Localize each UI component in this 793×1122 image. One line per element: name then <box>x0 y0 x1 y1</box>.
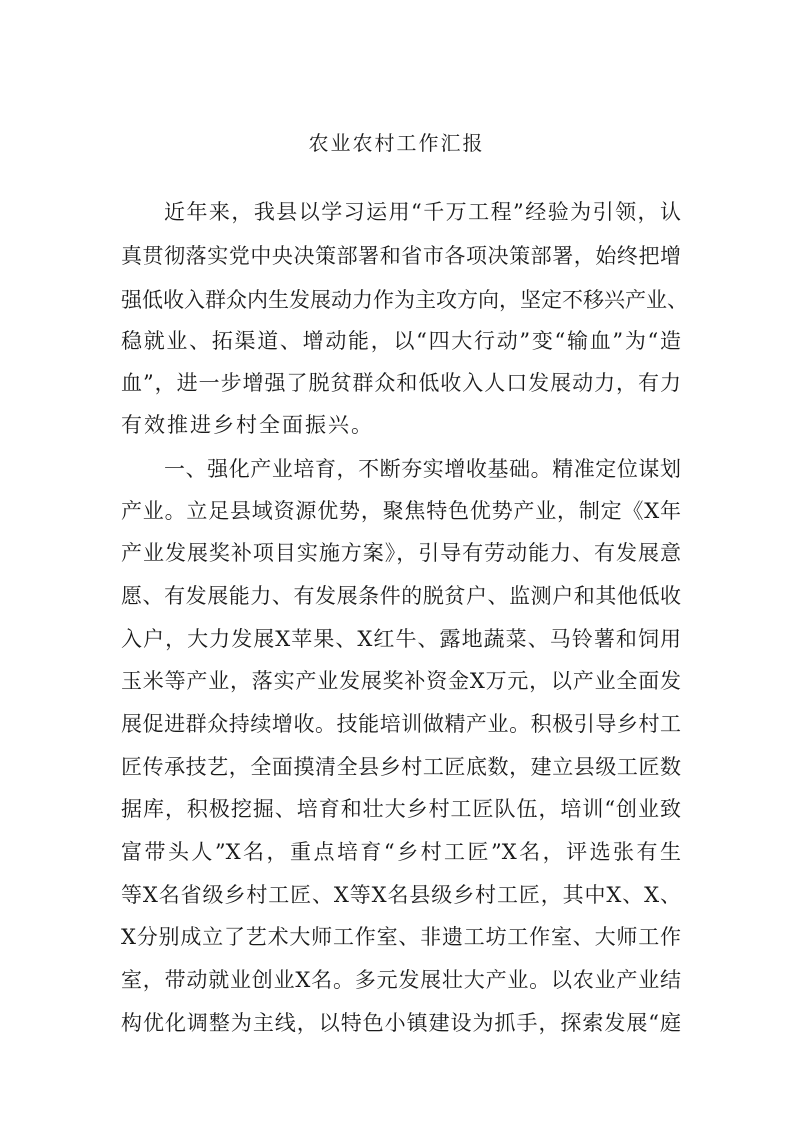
paragraph-line: 血”，进一步增强了脱贫群众和低收入人口发展动力，有力 <box>121 371 681 395</box>
paragraph-line: 产业发展奖补项目实施方案》，引导有劳动能力、有发展意 <box>121 541 681 565</box>
paragraph-line: 室，带动就业创业X名。多元发展壮大产业。以农业产业结 <box>121 968 681 992</box>
paragraph-line: 据库，积极挖掘、培育和壮大乡村工匠队伍，培训“创业致 <box>121 797 681 821</box>
paragraph-line: 真贯彻落实党中央决策部署和省市各项决策部署，始终把增 <box>121 244 681 268</box>
paragraph-line: 强低收入群众内生发展动力作为主攻方向，坚定不移兴产业、 <box>121 288 688 312</box>
paragraph-line: 入户，大力发展X苹果、X红牛、露地蔬菜、马铃薯和饲用 <box>121 627 681 651</box>
paragraph-line: 愿、有发展能力、有发展条件的脱贫户、监测户和其他低收 <box>121 584 681 608</box>
paragraph-line: 产业。立足县域资源优势，聚焦特色优势产业，制定《X年 <box>121 499 681 523</box>
paragraph-line: X分别成立了艺术大师工作室、非遗工坊工作室、大师工作 <box>121 925 681 949</box>
paragraph-line: 有效推进乡村全面振兴。 <box>121 413 374 437</box>
paragraph-line: 构优化调整为主线，以特色小镇建设为抓手，探索发展“庭 <box>121 1011 681 1035</box>
paragraph-line: 匠传承技艺，全面摸清全县乡村工匠底数，建立县级工匠数 <box>121 755 681 779</box>
paragraph-line: 近年来，我县以学习运用“千万工程”经验为引领，认 <box>164 200 681 224</box>
paragraph-line: 一、强化产业培育，不断夯实增收基础。精准定位谋划 <box>164 457 681 481</box>
document-title: 农业农村工作汇报 <box>308 131 485 155</box>
paragraph-line: 稳就业、拓渠道、增动能，以“四大行动”变“输血”为“造 <box>121 329 681 353</box>
paragraph-line: 等X名省级乡村工匠、X等X名县级乡村工匠，其中X、X、 <box>121 883 681 907</box>
paragraph-line: 玉米等产业，落实产业发展奖补资金X万元，以产业全面发 <box>121 669 681 693</box>
paragraph-line: 展促进群众持续增收。技能培训做精产业。积极引导乡村工 <box>121 712 681 736</box>
paragraph-line: 富带头人”X名，重点培育“乡村工匠”X名，评选张有生 <box>121 840 681 864</box>
